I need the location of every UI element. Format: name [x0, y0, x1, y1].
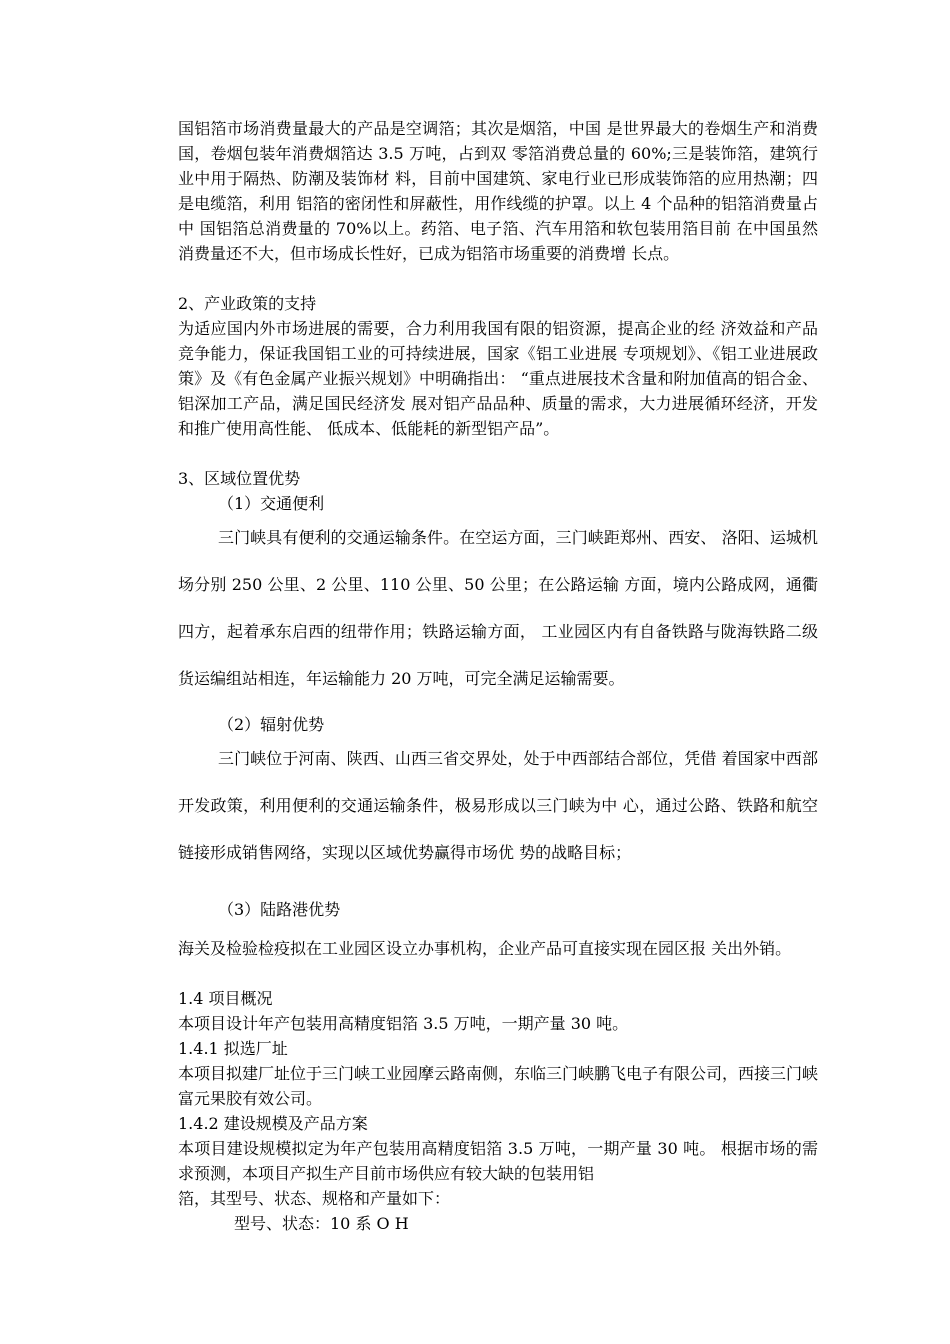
paragraph-product-specs-intro [178, 1186, 818, 1211]
heading-text: 3、区域位置优势 [178, 469, 301, 488]
paragraph-construction-scale [178, 1136, 818, 1186]
heading-construction-scale [178, 1111, 818, 1136]
paragraph-radiation [178, 735, 818, 876]
paragraph-text: 海关及检验检疫拟在工业园区设立办事机构，企业产品可直接实现在园区报 关出外销。 [178, 939, 792, 958]
subheading-land-port [218, 897, 858, 922]
heading-industrial-policy [178, 291, 818, 316]
paragraph-text: 本项目拟建厂址位于三门峡工业园摩云路南侧，东临三门峡鹏飞电子有限公司，西接三门峡富元果胶有效公司。 [178, 1064, 819, 1108]
paragraph-industrial-policy [178, 316, 818, 441]
subheading-text: （1）交通便利 [218, 494, 325, 513]
paragraph-text: 箔，其型号、状态、规格和产量如下： [178, 1189, 451, 1208]
paragraph-text: 本项目建设规模拟定为年产包装用高精度铝箔 3.5 万吨，一期产量 30 吨。 根据市场的需求预测，本项目产拟生产目前市场供应有较大缺的包装用铝 [178, 1139, 818, 1183]
heading-text: 2、产业政策的支持 [178, 294, 317, 313]
paragraph-land-port [178, 936, 818, 961]
paragraph-text: 三门峡具有便利的交通运输条件。在空运方面，三门峡距郑州、西安、 洛阳、运城机场分别 250 公里、2 公里、110 公里、50 公里；在公路运输 方面，境内公路成网，通衢四方，起着承东启西的纽带作用；铁路运输方面， 工业园区内有自备铁路与陇海铁路二级货运编组站相连，年运输能力 20 万吨，可完全满足运输需要。 [178, 528, 818, 688]
heading-text: 1.4 项目概况 [178, 989, 273, 1008]
subheading-text: （2）辐射优势 [218, 715, 325, 734]
heading-text: 1.4.2 建设规模及产品方案 [178, 1114, 368, 1133]
paragraph-text: 三门峡位于河南、陕西、山西三省交界处，处于中西部结合部位，凭借 着国家中西部开发政策，利用便利的交通运输条件，极易形成以三门峡为中 心，通过公路、铁路和航空链接形成销售网络，实现以区域优势赢得市场优 势的战略目标； [178, 749, 818, 862]
paragraph-text: 国铝箔市场消费量最大的产品是空调箔；其次是烟箔，中国 是世界最大的卷烟生产和消费国，卷烟包装年消费烟箔达 3.5 万吨，占到双 零箔消费总量的 60%;三是装饰箔，建筑行业中用于隔热、防潮及装饰材 料，目前中国建筑、家电行业已形成装饰箔的应用热潮；四是电缆箔，利用 铝箔的密闭性和屏蔽性，用作线缆的护罩。以上 4 个品种的铝箔消费量占中 国铝箔总消费量的 70%以上。药箔、电子箔、汽车用箔和软包装用箔目前 在中国虽然消费量还不大，但市场成长性好，已成为铝箔市场重要的消费增 长点。 [178, 119, 818, 263]
heading-text: 1.4.1 拟选厂址 [178, 1039, 288, 1058]
paragraph-project-overview [178, 1011, 818, 1036]
paragraph-text: 本项目设计年产包装用高精度铝箔 3.5 万吨，一期产量 30 吨。 [178, 1014, 629, 1033]
heading-site-selection [178, 1036, 818, 1061]
paragraph-aluminum-foil-market [178, 116, 818, 266]
heading-regional-advantage [178, 466, 818, 491]
heading-project-overview [178, 986, 818, 1011]
subheading-text: （3）陆路港优势 [218, 900, 341, 919]
subheading-transport [218, 491, 858, 516]
subheading-radiation [218, 712, 858, 737]
paragraph-product-model [234, 1211, 874, 1236]
paragraph-transport [178, 514, 818, 702]
paragraph-site-selection [178, 1061, 818, 1111]
paragraph-text: 为适应国内外市场进展的需要，合力利用我国有限的铝资源，提高企业的经 济效益和产品竞争能力，保证我国铝工业的可持续进展，国家《铝工业进展 专项规划》、《铝工业进展政策》及《有色金属产业振兴规划》中明确指出： “重点进展技术含量和附加值高的铝合金、铝深加工产品，满足国民经济发 展对铝产品品种、质量的需求，大力进展循环经济，开发和推广使用高性能、 低成本、低能耗的新型铝产品”。 [178, 319, 818, 438]
paragraph-text: 型号、状态：10 系 O H [234, 1214, 409, 1233]
